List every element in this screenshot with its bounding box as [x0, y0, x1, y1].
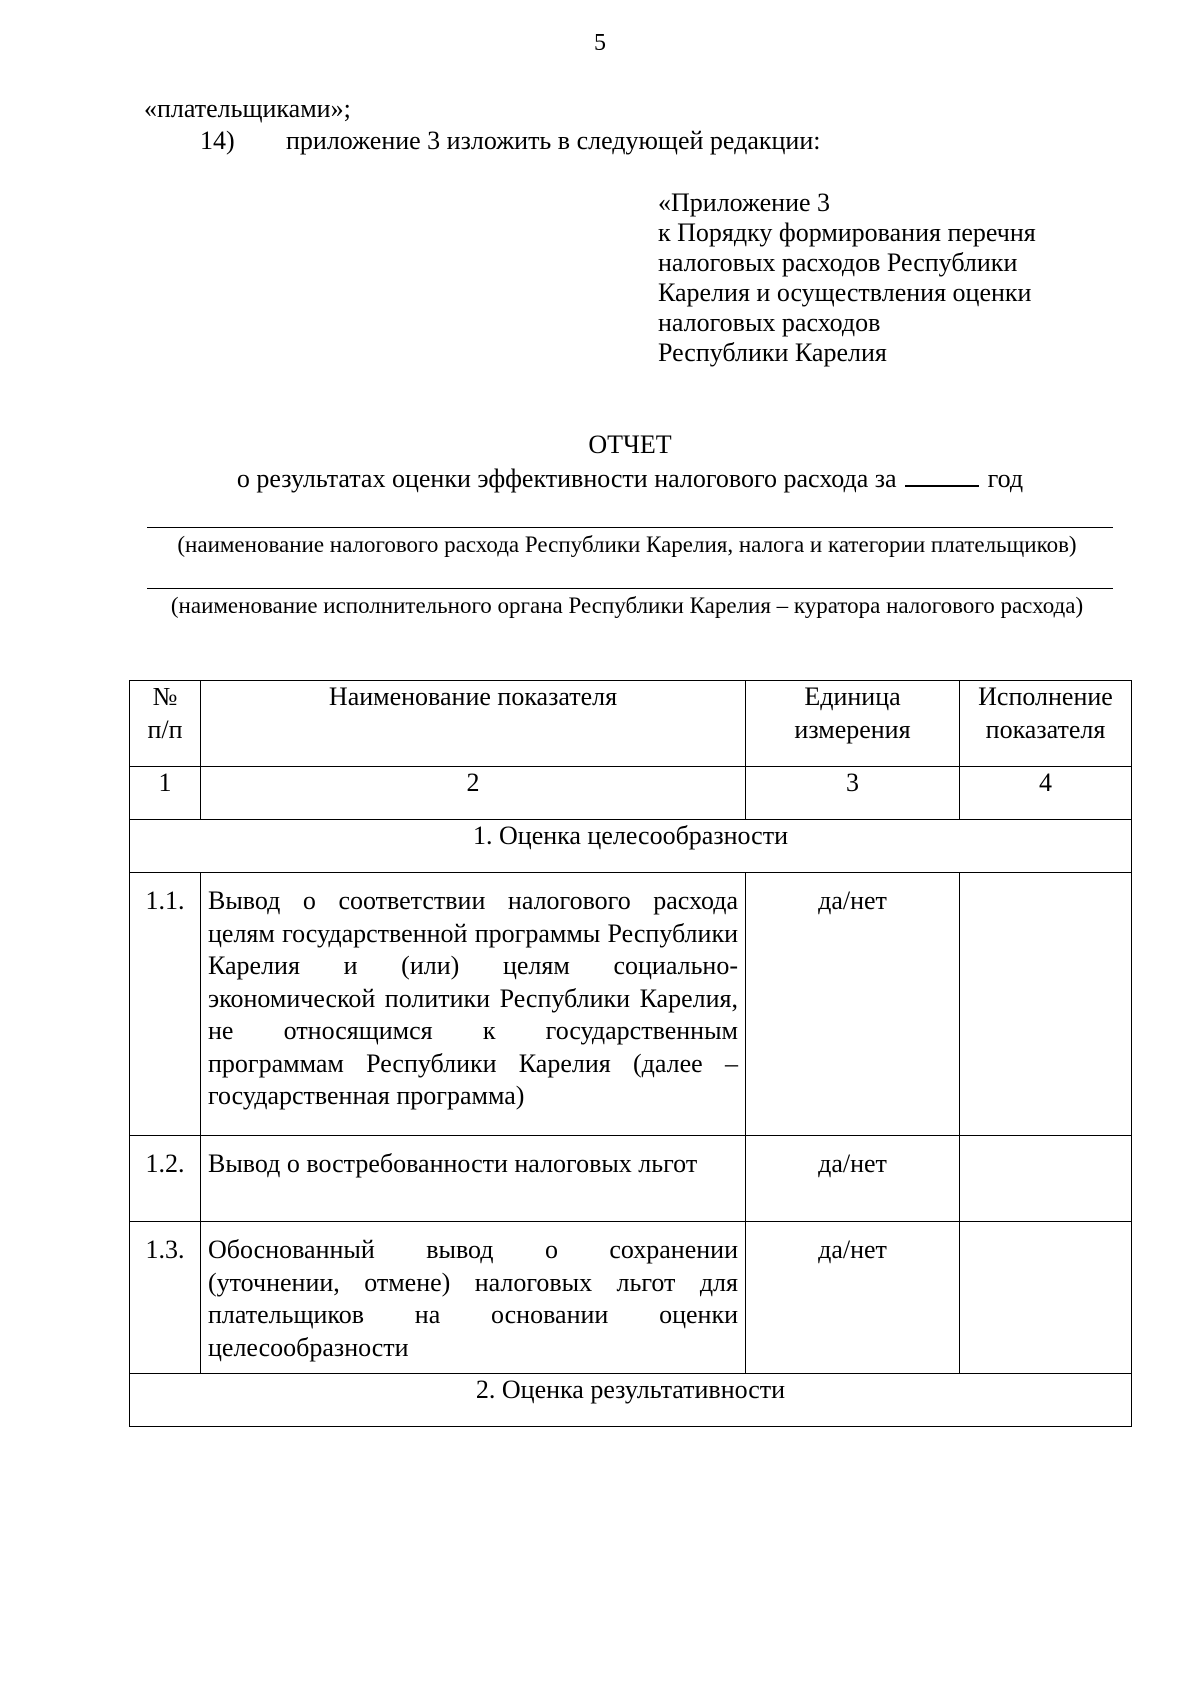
year-blank [905, 463, 979, 487]
page-number: 5 [594, 30, 606, 56]
row-unit: да/нет [746, 1136, 960, 1222]
section-title: 2. Оценка результативности [130, 1374, 1132, 1427]
report-table [129, 680, 1132, 1427]
table-header-row [130, 681, 1132, 767]
row-execution [960, 1222, 1132, 1374]
table-row [130, 873, 1132, 1136]
appendix-line: налоговых расходов Республики [658, 248, 1018, 277]
appendix-line: Республики Карелия [658, 338, 887, 367]
row-number: 1.3. [130, 1222, 201, 1374]
table-row [130, 1136, 1132, 1222]
row-indicator-name: Вывод о востребованности налоговых льгот [201, 1136, 746, 1222]
report-subtitle-text: о результатах оценки эффективности налогового расхода за [236, 464, 897, 493]
tax-expense-fill-line [147, 527, 1113, 528]
header-unit-line: измерения [794, 714, 911, 744]
appendix-line: налоговых расходов [658, 308, 881, 337]
previous-line: «плательщиками»; [144, 94, 351, 123]
item-text: приложение 3 изложить в следующей редакции: [286, 126, 821, 155]
table-row [130, 1222, 1132, 1374]
row-unit: да/нет [746, 873, 960, 1136]
row-number: 1.1. [130, 873, 201, 1136]
item-number: 14) [200, 126, 235, 155]
section-row [130, 820, 1132, 873]
appendix-line: к Порядку формирования перечня [658, 218, 1036, 247]
report-title: ОТЧЕТ [588, 430, 672, 459]
appendix-line: «Приложение 3 [658, 188, 831, 217]
executive-body-caption: (наименование исполнительного органа Республики Карелия – куратора налогового расхода) [170, 593, 1084, 618]
tax-expense-caption: (наименование налогового расхода Республики Карелия, налога и категории плательщиков) [177, 532, 1077, 557]
column-number: 2 [201, 767, 746, 820]
report-subtitle [0, 463, 1200, 494]
row-execution [960, 873, 1132, 1136]
column-numbers-row [130, 767, 1132, 820]
row-indicator-name: Обоснованный вывод о сохранении (уточнении, отмене) налоговых льгот для плательщиков на основании оценки целесообразности [201, 1222, 746, 1374]
header-num-line: п/п [147, 714, 183, 744]
row-unit: да/нет [746, 1222, 960, 1374]
header-name: Наименование показателя [201, 681, 746, 767]
header-execution-line: показателя [985, 714, 1106, 744]
column-number: 3 [746, 767, 960, 820]
section-title: 1. Оценка целесообразности [130, 820, 1132, 873]
appendix-line: Карелия и осуществления оценки [658, 278, 1032, 307]
row-indicator-name: Вывод о соответствии налогового расхода целям государственной программы Республики Карелия и (или) целям социально-экономической политики Республики Карелия, не относящимся к государственным программам Республики Карелия (далее – государственная программа) [201, 873, 746, 1136]
row-execution [960, 1136, 1132, 1222]
header-execution [960, 681, 1132, 767]
column-number: 1 [130, 767, 201, 820]
section-row [130, 1374, 1132, 1427]
header-num-line: № [152, 682, 178, 711]
header-num [130, 681, 201, 767]
header-unit-line: Единица [804, 682, 901, 711]
row-number: 1.2. [130, 1136, 201, 1222]
executive-body-fill-line [147, 588, 1113, 589]
header-execution-line: Исполнение [978, 682, 1113, 711]
report-subtitle-year: год [987, 464, 1024, 493]
column-number: 4 [960, 767, 1132, 820]
appendix-header [658, 188, 1158, 368]
header-unit [746, 681, 960, 767]
